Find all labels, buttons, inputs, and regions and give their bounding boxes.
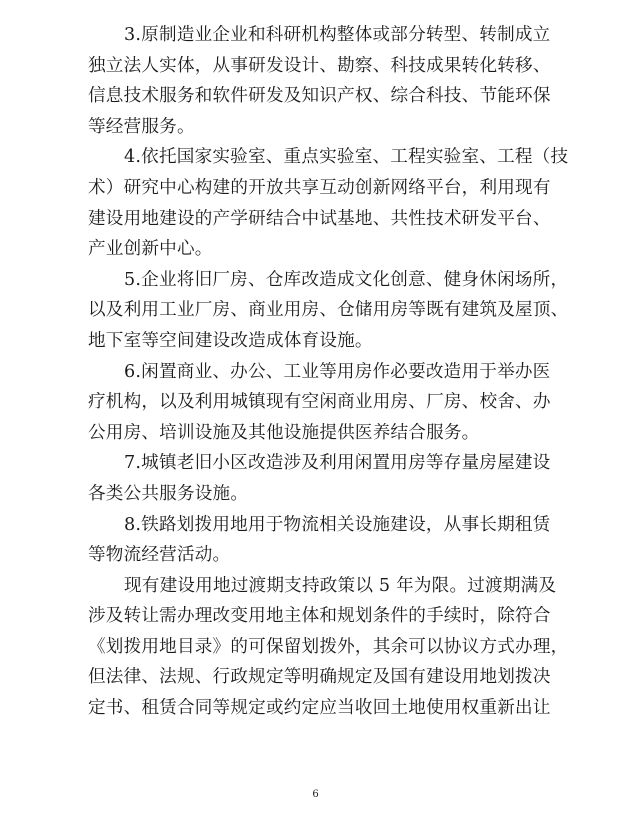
text-line: 现有建设用地过渡期支持政策以 5 年为限。过渡期满及 [124, 575, 557, 596]
text-line: 独立法人实体，从事研发设计、勘察、科技成果转化转移、 [88, 55, 551, 76]
paragraph-item-8 [88, 510, 551, 571]
text-line: 建设用地建设的产学研结合中试基地、共性技术研发平台、 [88, 208, 551, 229]
paragraph-item-3 [88, 20, 551, 142]
text-line: 术）研究中心构建的开放共享互动创新网络平台，利用现有 [88, 177, 551, 198]
paragraph-transition-policy [88, 571, 569, 724]
text-line: 《划拨用地目录》的可保留划拨外，其余可以协议方式办理， [88, 636, 569, 657]
page-number: 6 [312, 789, 319, 800]
text-line: 4.依托国家实验室、重点实验室、工程实验室、工程（技 [124, 147, 569, 168]
text-line: 各类公共服务设施。 [88, 483, 249, 504]
paragraph-item-4 [88, 142, 569, 264]
text-line: 6.闲置商业、办公、工业等用房作必要改造用于举办医 [124, 361, 551, 382]
text-line: 定书、租赁合同等规定或约定应当收回土地使用权重新出让 [88, 698, 551, 719]
paragraph-item-6 [88, 357, 551, 449]
text-line: 但法律、法规、行政规定等明确规定及国有建设用地划拨决 [88, 667, 551, 688]
text-line: 以及利用工业厂房、商业用房、仓储用房等既有建筑及屋顶、 [88, 300, 569, 321]
text-line: 信息技术服务和软件研发及知识产权、综合科技、节能环保 [88, 86, 551, 107]
text-line: 等物流经营活动。 [88, 545, 231, 566]
text-line: 公用房、培训设施及其他设施提供医养结合服务。 [88, 422, 480, 443]
text-line: 3.原制造业企业和科研机构整体或部分转型、转制成立 [124, 25, 551, 45]
text-line: 产业创新中心。 [88, 239, 213, 260]
paragraph-item-7 [88, 448, 551, 509]
text-line: 5.企业将旧厂房、仓库改造成文化创意、健身休闲场所， [124, 269, 569, 290]
text-line: 8.铁路划拨用地用于物流相关设施建设，从事长期租赁 [124, 514, 551, 535]
text-line: 7.城镇老旧小区改造涉及利用闲置用房等存量房屋建设 [124, 453, 551, 474]
text-line: 疗机构，以及利用城镇现有空闲商业用房、厂房、校舍、办 [88, 392, 551, 413]
text-line: 等经营服务。 [88, 116, 195, 137]
document-body [88, 20, 569, 724]
text-line: 涉及转让需办理改变用地主体和规划条件的手续时，除符合 [88, 606, 551, 627]
paragraph-item-5 [88, 265, 569, 357]
text-line: 地下室等空间建设改造成体育设施。 [88, 330, 373, 351]
